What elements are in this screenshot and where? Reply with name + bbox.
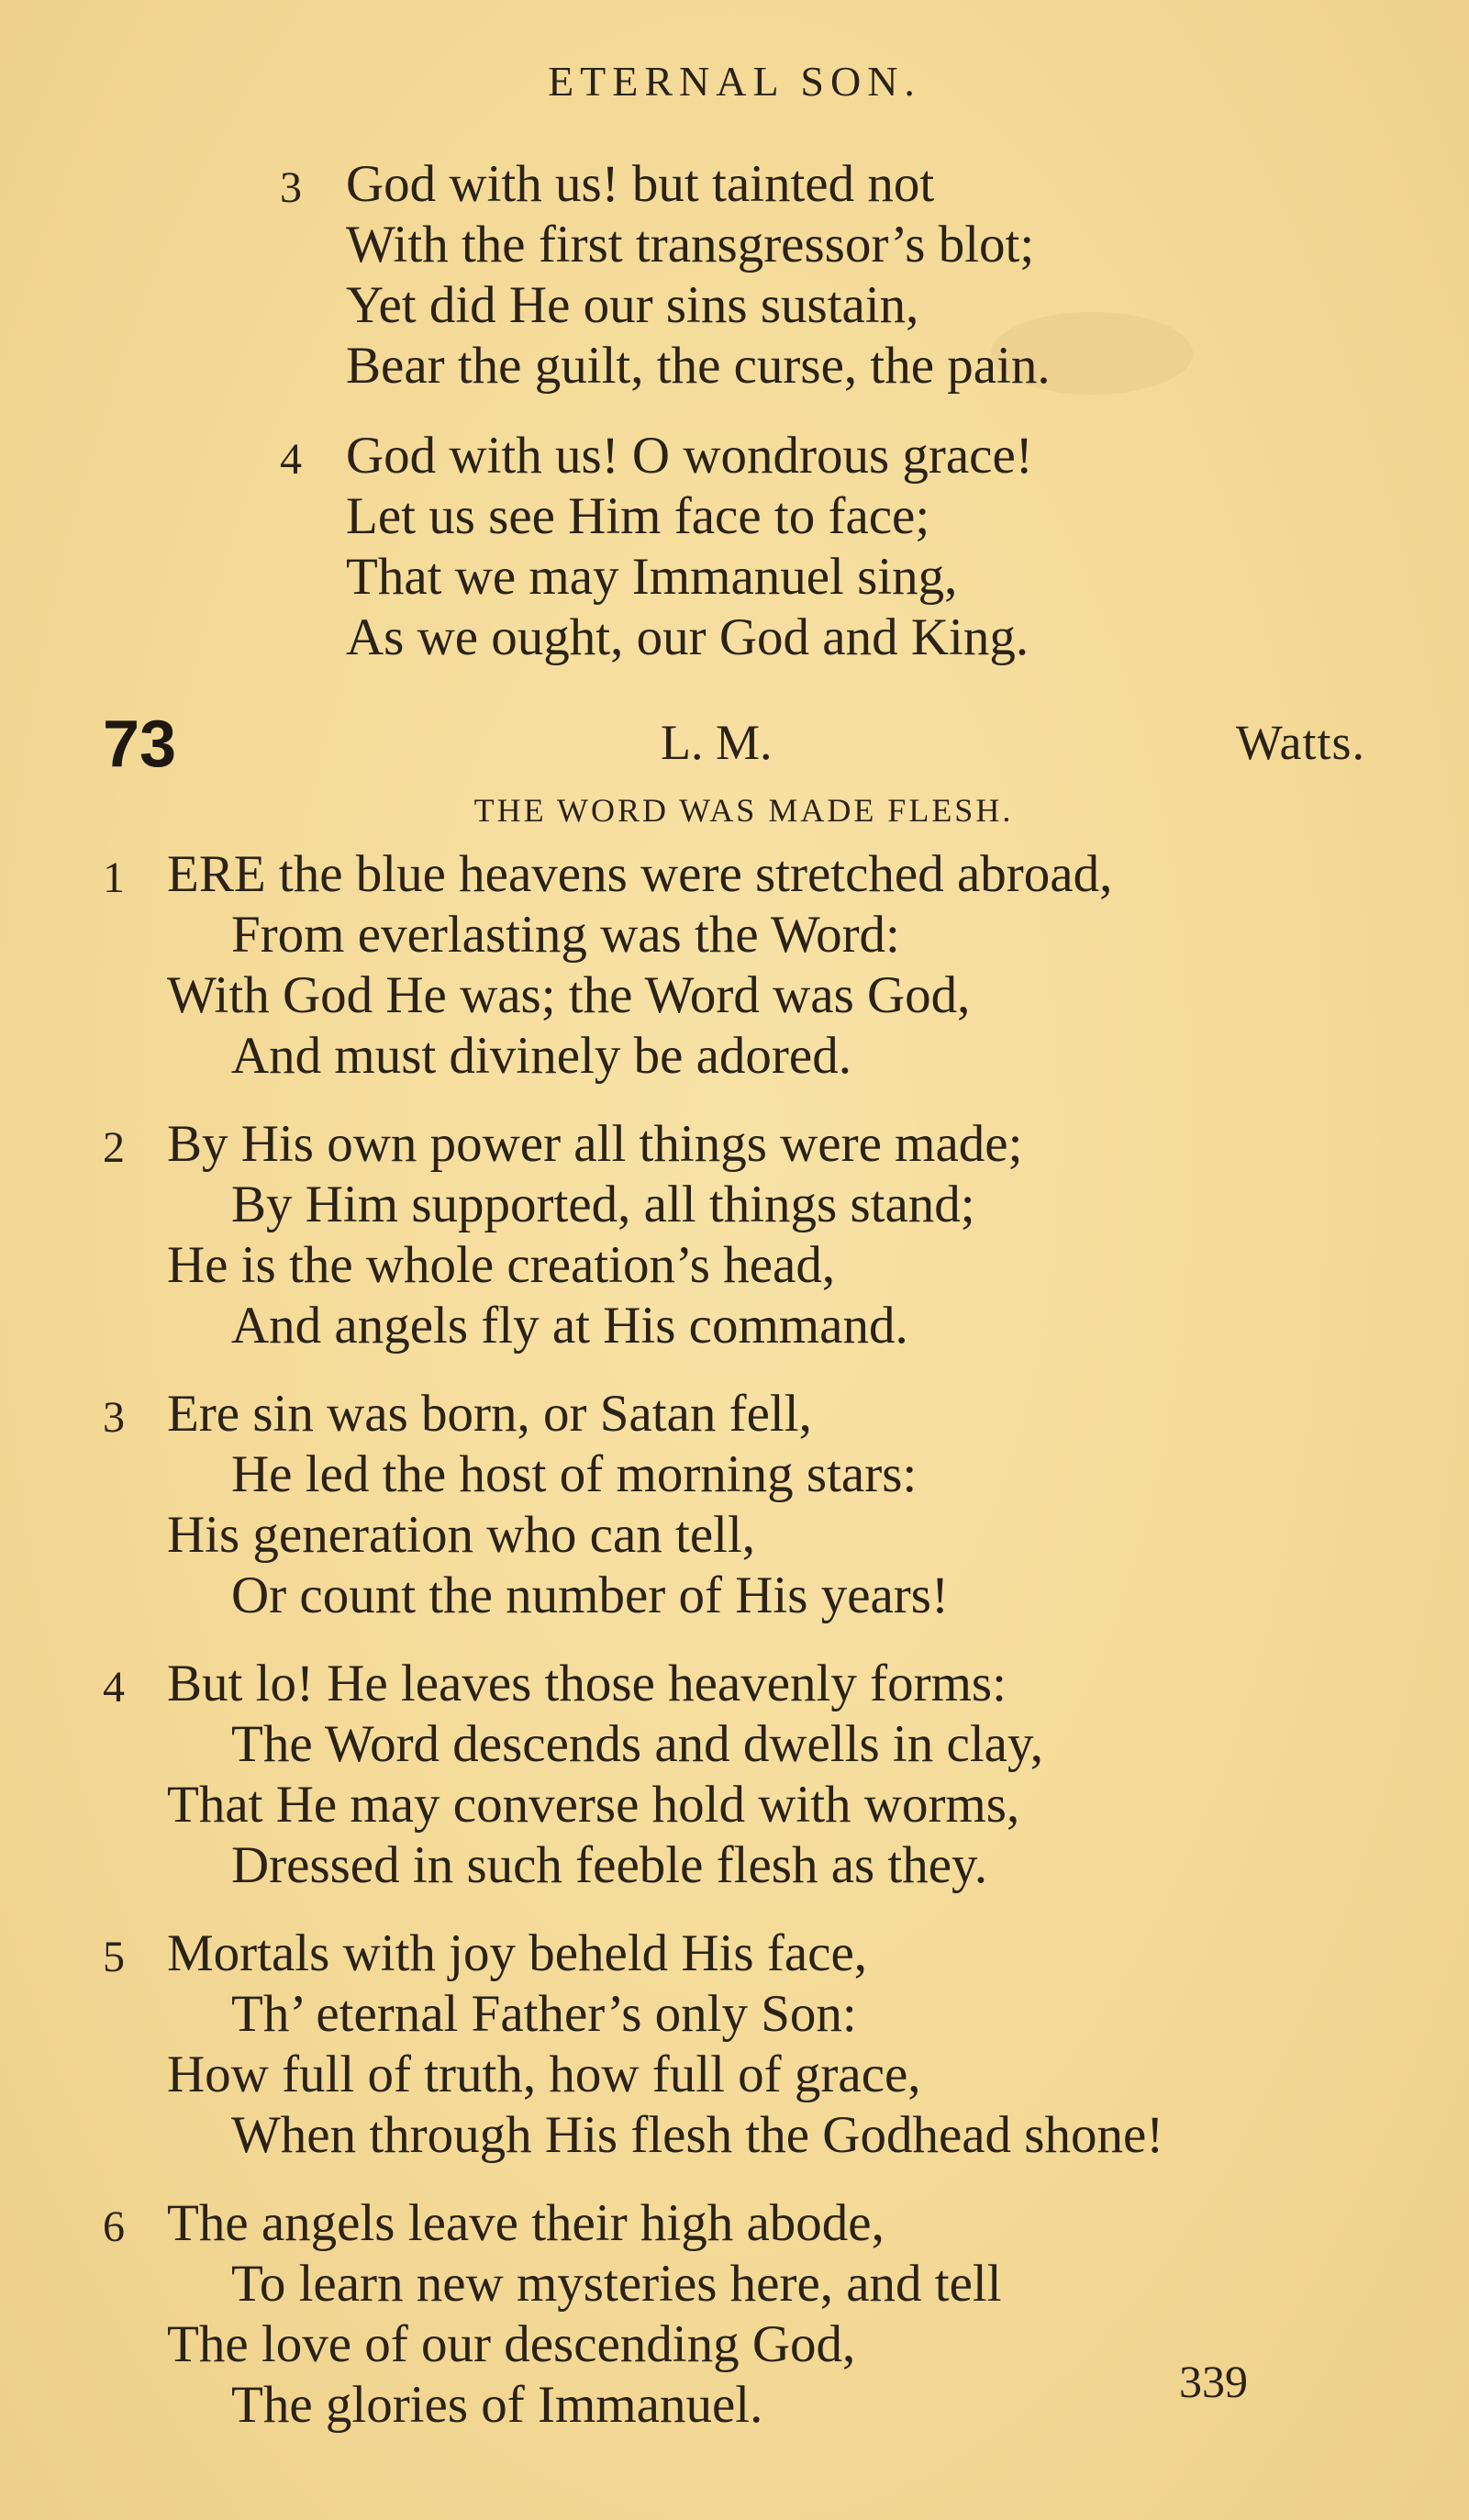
stanza-number: 3 [280,163,302,212]
verse-line: When through His flesh the Godhead shone! [231,2106,1164,2164]
hymn-meter: L. M. [661,715,773,770]
stanza-number: 6 [103,2202,125,2251]
verse-line: Ere sin was born, or Satan fell, [167,1385,812,1443]
hymn-stanza-1 [103,844,1113,1087]
verse-line: He led the host of morning stars: [231,1445,918,1503]
verse-line: How full of truth, how full of grace, [167,2046,921,2103]
verse-line: Dressed in such feeble flesh as they. [231,1836,988,1894]
verse-line: That He may converse hold with worms, [167,1776,1020,1834]
verse-line: The glories of Immanuel. [231,2376,763,2434]
verse-line: Yet did He our sins sustain, [346,276,919,334]
stanza-number: 5 [103,1933,125,1981]
verse-line: With God He was; the Word was God, [167,966,971,1024]
verse-line: From everlasting was the Word: [231,906,900,964]
verse-line: But lo! He leaves those heavenly forms: [167,1655,1007,1712]
hymn-number: 73 [103,708,177,781]
verse-line: Th’ eternal Father’s only Son: [231,1985,857,2043]
verse-line: That we may Immanuel sing, [346,548,958,606]
verse-line: The love of our descending God, [167,2315,856,2373]
verse-line: Bear the guilt, the curse, the pain. [346,337,1051,395]
verse-line: Or count the number of His years! [231,1567,949,1624]
hymn-author: Watts. [1235,715,1365,770]
verse-line: God with us! but tainted not [346,155,935,213]
prev-hymn-stanza-4 [280,426,1033,668]
hymn-stanza-5 [103,1923,1164,2166]
stanza-number: 1 [103,853,125,902]
verse-line: The Word descends and dwells in clay, [231,1715,1044,1773]
page-number: 339 [1179,2356,1248,2407]
verse-line: The angels leave their high abode, [167,2194,885,2252]
stanza-number: 4 [280,435,302,484]
verse-line: As we ought, our God and King. [346,608,1029,666]
verse-line: To learn new mysteries here, and tell [231,2255,1002,2313]
stanza-number: 3 [103,1393,125,1442]
hymn-header [0,707,1469,780]
hymn-stanza-6 [103,2193,1002,2436]
prev-hymn-stanza-3 [280,154,1051,396]
verse-line: He is the whole creation’s head, [167,1236,836,1294]
stanza-number: 4 [103,1663,125,1712]
verse-line: And angels fly at His command. [231,1297,908,1355]
verse-line: And must divinely be adored. [231,1027,851,1085]
verse-line: Mortals with joy beheld His face, [167,1924,867,1982]
hymn-stanza-4 [103,1654,1044,1896]
running-head: ETERNAL SON. [548,58,921,105]
verse-line: By His own power all things were made; [167,1115,1023,1173]
stanza-number: 2 [103,1123,125,1172]
verse-line: God with us! O wondrous grace! [346,427,1033,485]
verse-line: With the first transgressor’s blot; [346,216,1035,273]
verse-line: ERE the blue heavens were stretched abroad, [167,845,1113,903]
verse-line: By Him supported, all things stand; [231,1176,975,1233]
hymn-title: THE WORD WAS MADE FLESH. [473,792,1014,829]
hymn-stanza-3 [103,1384,949,1626]
verse-line: His generation who can tell, [167,1506,756,1564]
verse-line: Let us see Him face to face; [346,487,930,545]
hymn-stanza-2 [103,1114,1023,1356]
